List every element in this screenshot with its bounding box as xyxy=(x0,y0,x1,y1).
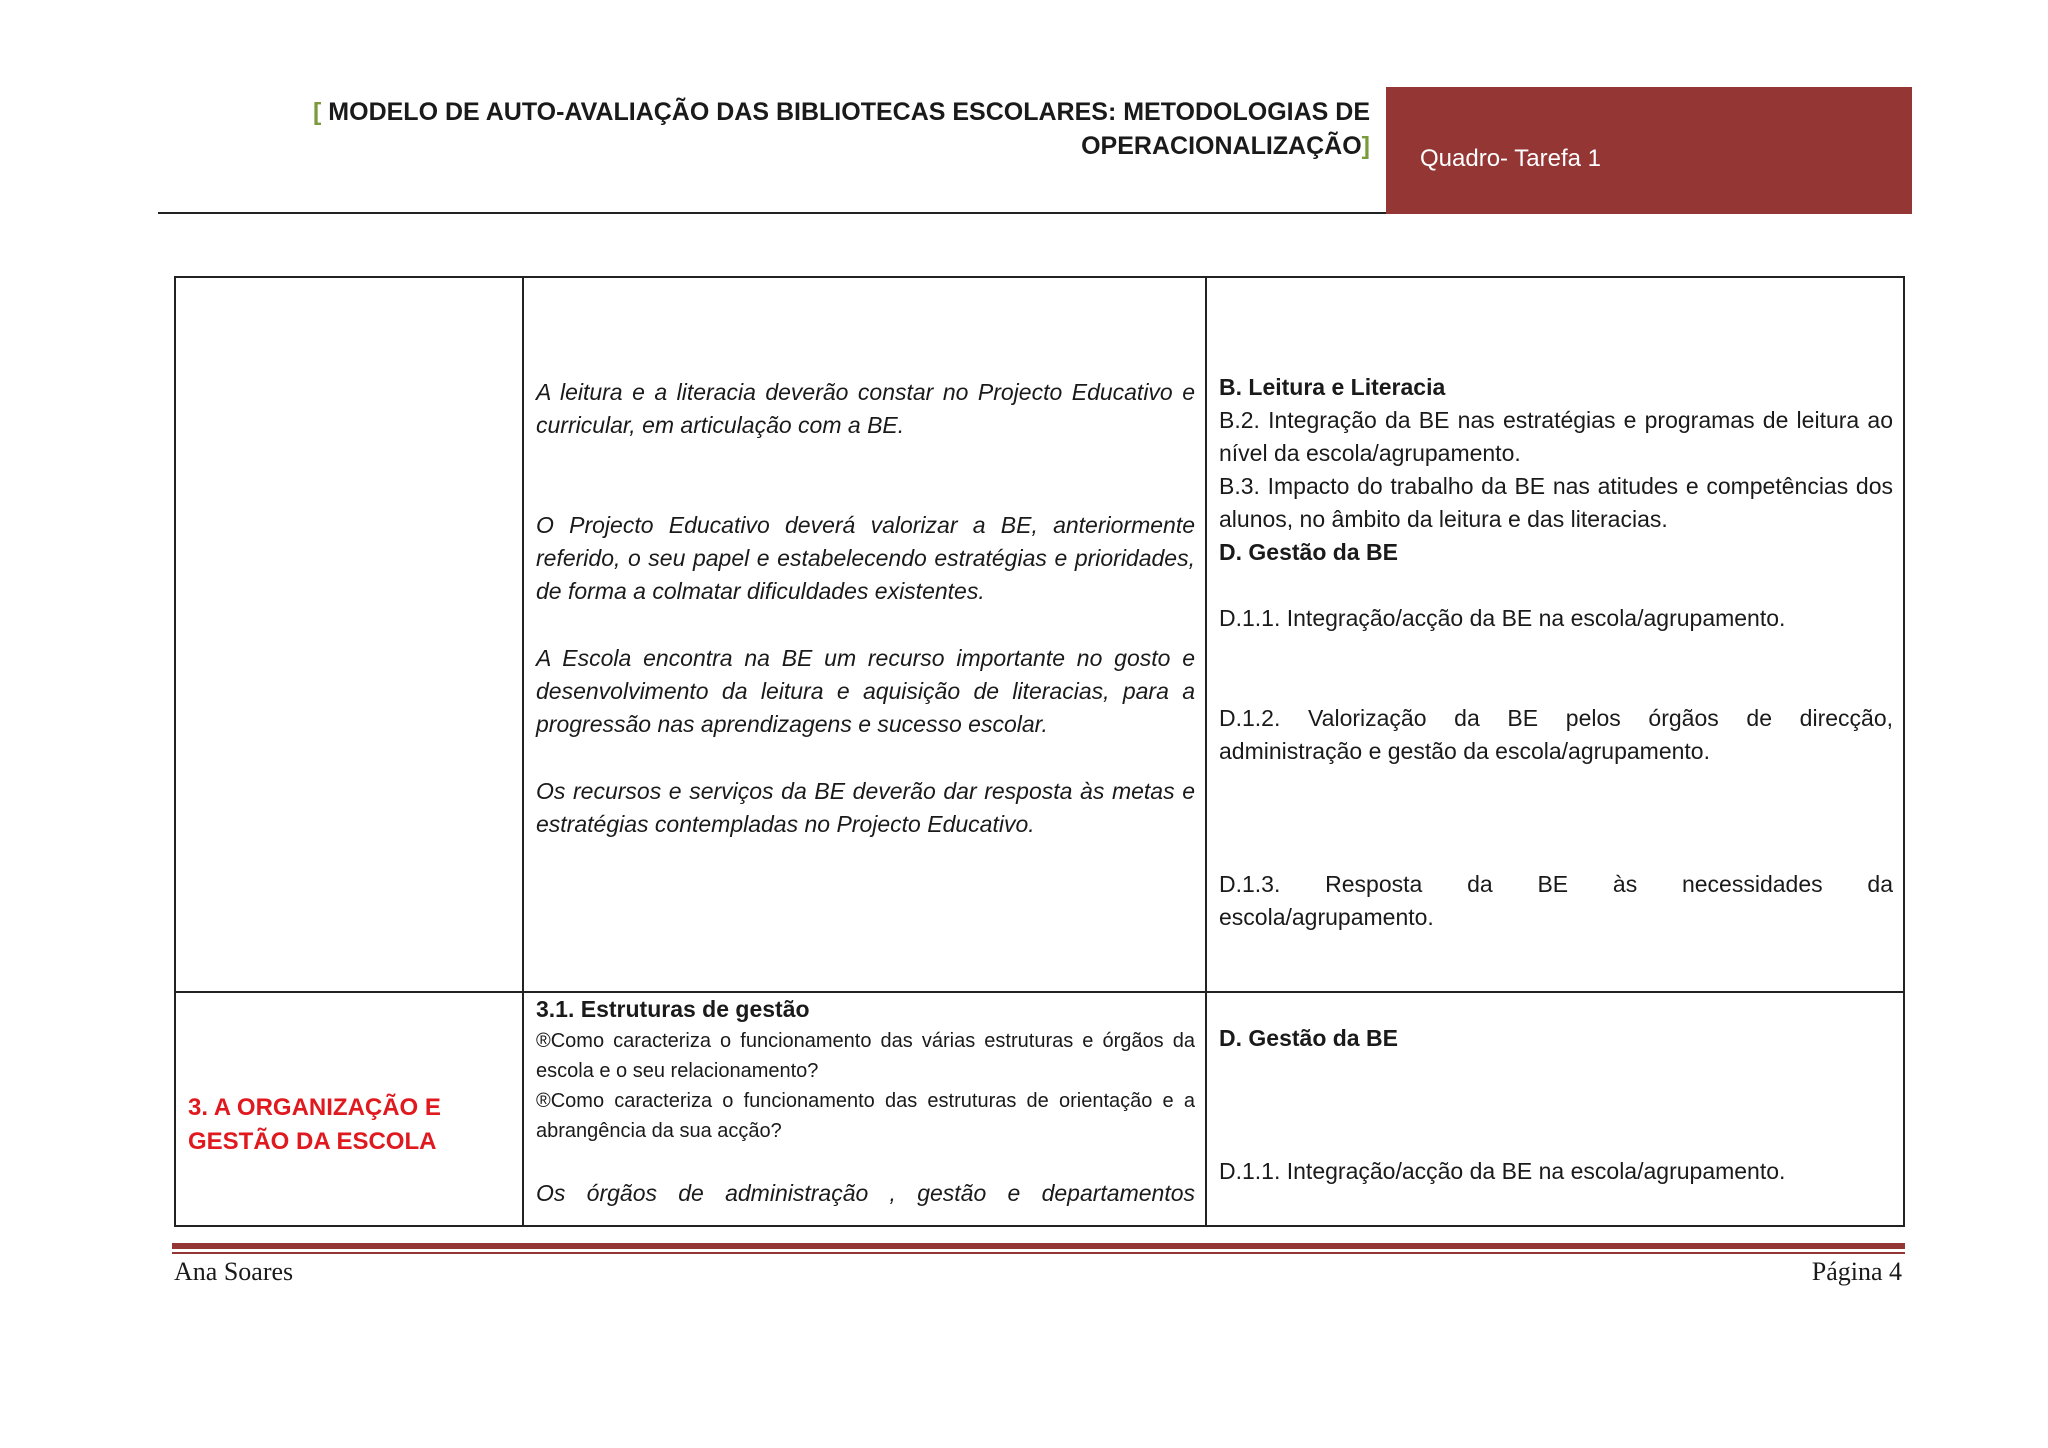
row2-col1-cell xyxy=(175,992,523,1226)
header-label-box xyxy=(1386,87,1912,214)
row1-col2-cell xyxy=(523,277,1206,992)
footer-author: Ana Soares xyxy=(174,1257,294,1286)
paragraph: A leitura e a literacia deverão constar no Projecto Educativo e curricular, em articulação com a BE. xyxy=(536,379,1195,438)
indicator: B.2. Integração da BE nas estratégias e programas de leitura ao nível da escola/agrupamento. xyxy=(1219,407,1893,466)
question: ®Como caracteriza o funcionamento das várias estruturas e órgãos da escola e o seu relacionamento? xyxy=(536,1030,1195,1082)
paragraph: Os órgãos de administração , gestão e departamentos xyxy=(536,1180,1195,1206)
header-divider xyxy=(158,212,1386,214)
section-title: 3. A ORGANIZAÇÃO E GESTÃO DA ESCOLA xyxy=(188,1094,441,1155)
indicator-line: D.1.3. Resposta da BE às necessidades da xyxy=(1219,871,1893,897)
indicator: D.1.1. Integração/acção da BE na escola/agrupamento. xyxy=(1219,605,1786,631)
footer-page-number: Página 4 xyxy=(1811,1257,1902,1286)
paragraph: A Escola encontra na BE um recurso importante no gosto e desenvolvimento da leitura e aquisição de literacias, para a progressão nas aprendizagens e sucesso escolar. xyxy=(536,645,1195,737)
document-title xyxy=(300,95,1370,163)
indicator-line: escola/agrupamento. xyxy=(1219,904,1434,930)
header-label: Quadro- Tarefa 1 xyxy=(1420,145,1601,172)
row1-col3-cell xyxy=(1206,277,1904,992)
title-bracket-close: ] xyxy=(1361,132,1370,160)
indicator: D.1.1. Integração/acção da BE na escola/agrupamento. xyxy=(1219,1158,1786,1184)
row2-col2-cell xyxy=(523,992,1206,1226)
title-line-2: OPERACIONALIZAÇÃO] xyxy=(1081,132,1370,160)
paragraph: O Projecto Educativo deverá valorizar a BE, anteriormente referido, o seu papel e estabelecendo estratégias e prioridades, de forma a colmatar dificuldades existentes. xyxy=(536,512,1195,604)
section-heading: D. Gestão da BE xyxy=(1219,539,1398,565)
table-row xyxy=(175,992,1904,1226)
title-line-1: [ MODELO DE AUTO-AVALIAÇÃO DAS BIBLIOTECAS ESCOLARES: METODOLOGIAS DE xyxy=(313,98,1370,126)
section-heading: B. Leitura e Literacia xyxy=(1219,374,1446,400)
footer-divider-thin xyxy=(172,1252,1905,1254)
subsection-heading: 3.1. Estruturas de gestão xyxy=(536,996,810,1022)
title-bracket-open: [ xyxy=(313,98,322,126)
content-table xyxy=(174,276,1905,1227)
table-row xyxy=(175,277,1904,992)
section-heading: D. Gestão da BE xyxy=(1219,1025,1398,1051)
indicator: B.3. Impacto do trabalho da BE nas atitudes e competências dos alunos, no âmbito da leitura e das literacias. xyxy=(1219,473,1893,532)
footer-divider xyxy=(172,1243,1905,1249)
question: ®Como caracteriza o funcionamento das estruturas de orientação e a abrangência da sua acção? xyxy=(536,1090,1195,1142)
indicator: D.1.2. Valorização da BE pelos órgãos de direcção, administração e gestão da escola/agrupamento. xyxy=(1219,705,1893,764)
row2-col3-cell xyxy=(1206,992,1904,1226)
paragraph: Os recursos e serviços da BE deverão dar resposta às metas e estratégias contempladas no Projecto Educativo. xyxy=(536,778,1195,837)
row1-col1-cell xyxy=(175,277,523,992)
